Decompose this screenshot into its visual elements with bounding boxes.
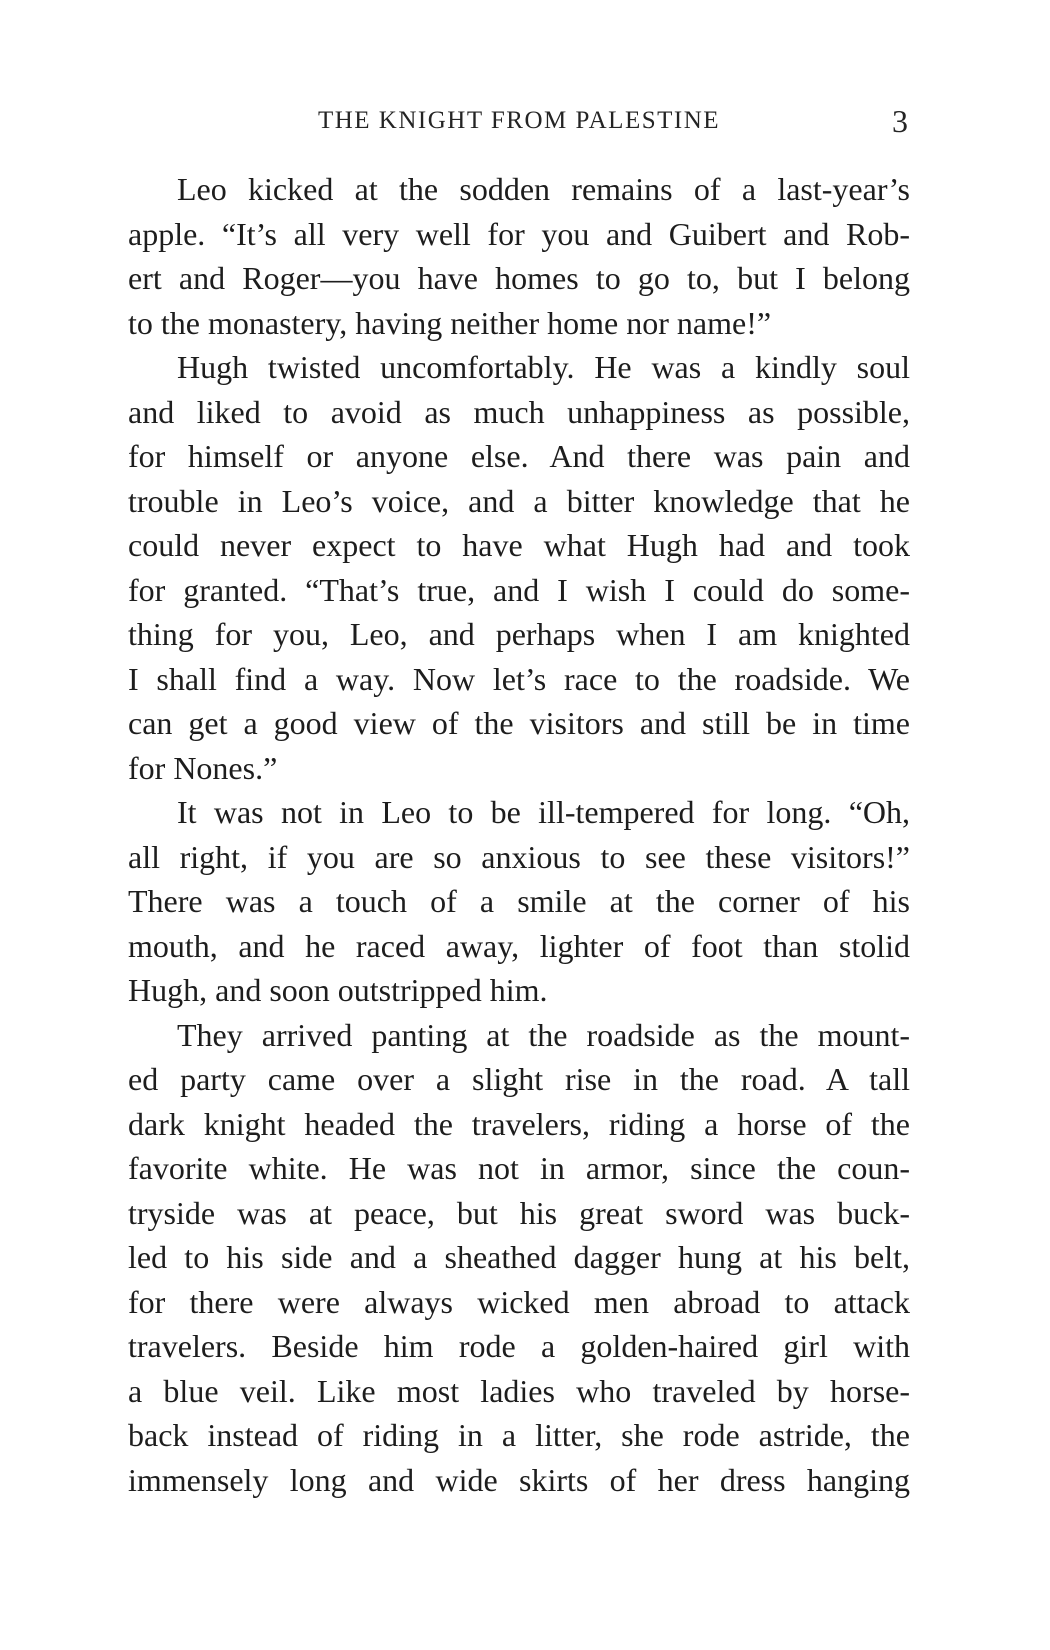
text-line: for granted. “That’s true, and I wish I could do some-: [128, 571, 910, 608]
text-line: dark knight headed the travelers, riding a horse of the: [128, 1105, 910, 1142]
text-line: apple. “It’s all very well for you and Guibert and Rob-: [128, 215, 910, 252]
text-line: immensely long and wide skirts of her dress hanging: [128, 1461, 910, 1498]
text-line: for himself or anyone else. And there was pain and: [128, 438, 910, 474]
text-line: travelers. Beside him rode a golden-haired girl with: [128, 1328, 910, 1364]
text-line: They arrived panting at the roadside as the mount-: [177, 1016, 910, 1053]
text-line: favorite white. He was not in armor, since the coun-: [128, 1150, 910, 1186]
paragraph: [128, 345, 910, 790]
running-header-title: THE KNIGHT FROM PALESTINE: [317, 107, 721, 134]
paragraph: [128, 1013, 910, 1503]
paragraph: [128, 167, 910, 345]
text-line: Hugh, and soon outstripped him.: [128, 972, 548, 1008]
text-line: ert and Roger—you have homes to go to, but I belong: [128, 260, 910, 296]
page-body: [128, 167, 910, 1502]
running-head: [128, 104, 910, 138]
page-number: 3: [892, 103, 908, 139]
text-line: and liked to avoid as much unhappiness as possible,: [128, 393, 910, 430]
text-line: for Nones.”: [128, 749, 278, 786]
text-line: for there were always wicked men abroad to attack: [128, 1283, 910, 1320]
text-line: can get a good view of the visitors and still be in time: [128, 705, 910, 741]
text-line: could never expect to have what Hugh had and took: [128, 527, 910, 563]
text-line: led to his side and a sheathed dagger hung at his belt,: [128, 1239, 910, 1275]
text-line: ed party came over a slight rise in the road. A tall: [128, 1061, 910, 1097]
paragraph: [128, 790, 910, 1013]
text-line: a blue veil. Like most ladies who traveled by horse-: [128, 1372, 910, 1409]
text-line: Leo kicked at the sodden remains of a last-year’s: [177, 171, 910, 207]
text-line: back instead of riding in a litter, she rode astride, the: [128, 1417, 910, 1453]
text-line: thing for you, Leo, and perhaps when I am knighted: [128, 616, 910, 652]
text-line: It was not in Leo to be ill-tempered for long. “Oh,: [177, 794, 910, 830]
text-line: Hugh twisted uncomfortably. He was a kindly soul: [177, 349, 910, 385]
text-line: all right, if you are so anxious to see these visitors!”: [128, 838, 910, 875]
text-line: to the monastery, having neither home nor name!”: [128, 304, 772, 341]
text-line: tryside was at peace, but his great sword was buck-: [128, 1194, 910, 1231]
text-line: There was a touch of a smile at the corner of his: [128, 883, 910, 919]
text-line: trouble in Leo’s voice, and a bitter knowledge that he: [128, 482, 910, 519]
text-line: I shall find a way. Now let’s race to the roadside. We: [128, 660, 910, 697]
text-line: mouth, and he raced away, lighter of foot than stolid: [128, 927, 910, 964]
